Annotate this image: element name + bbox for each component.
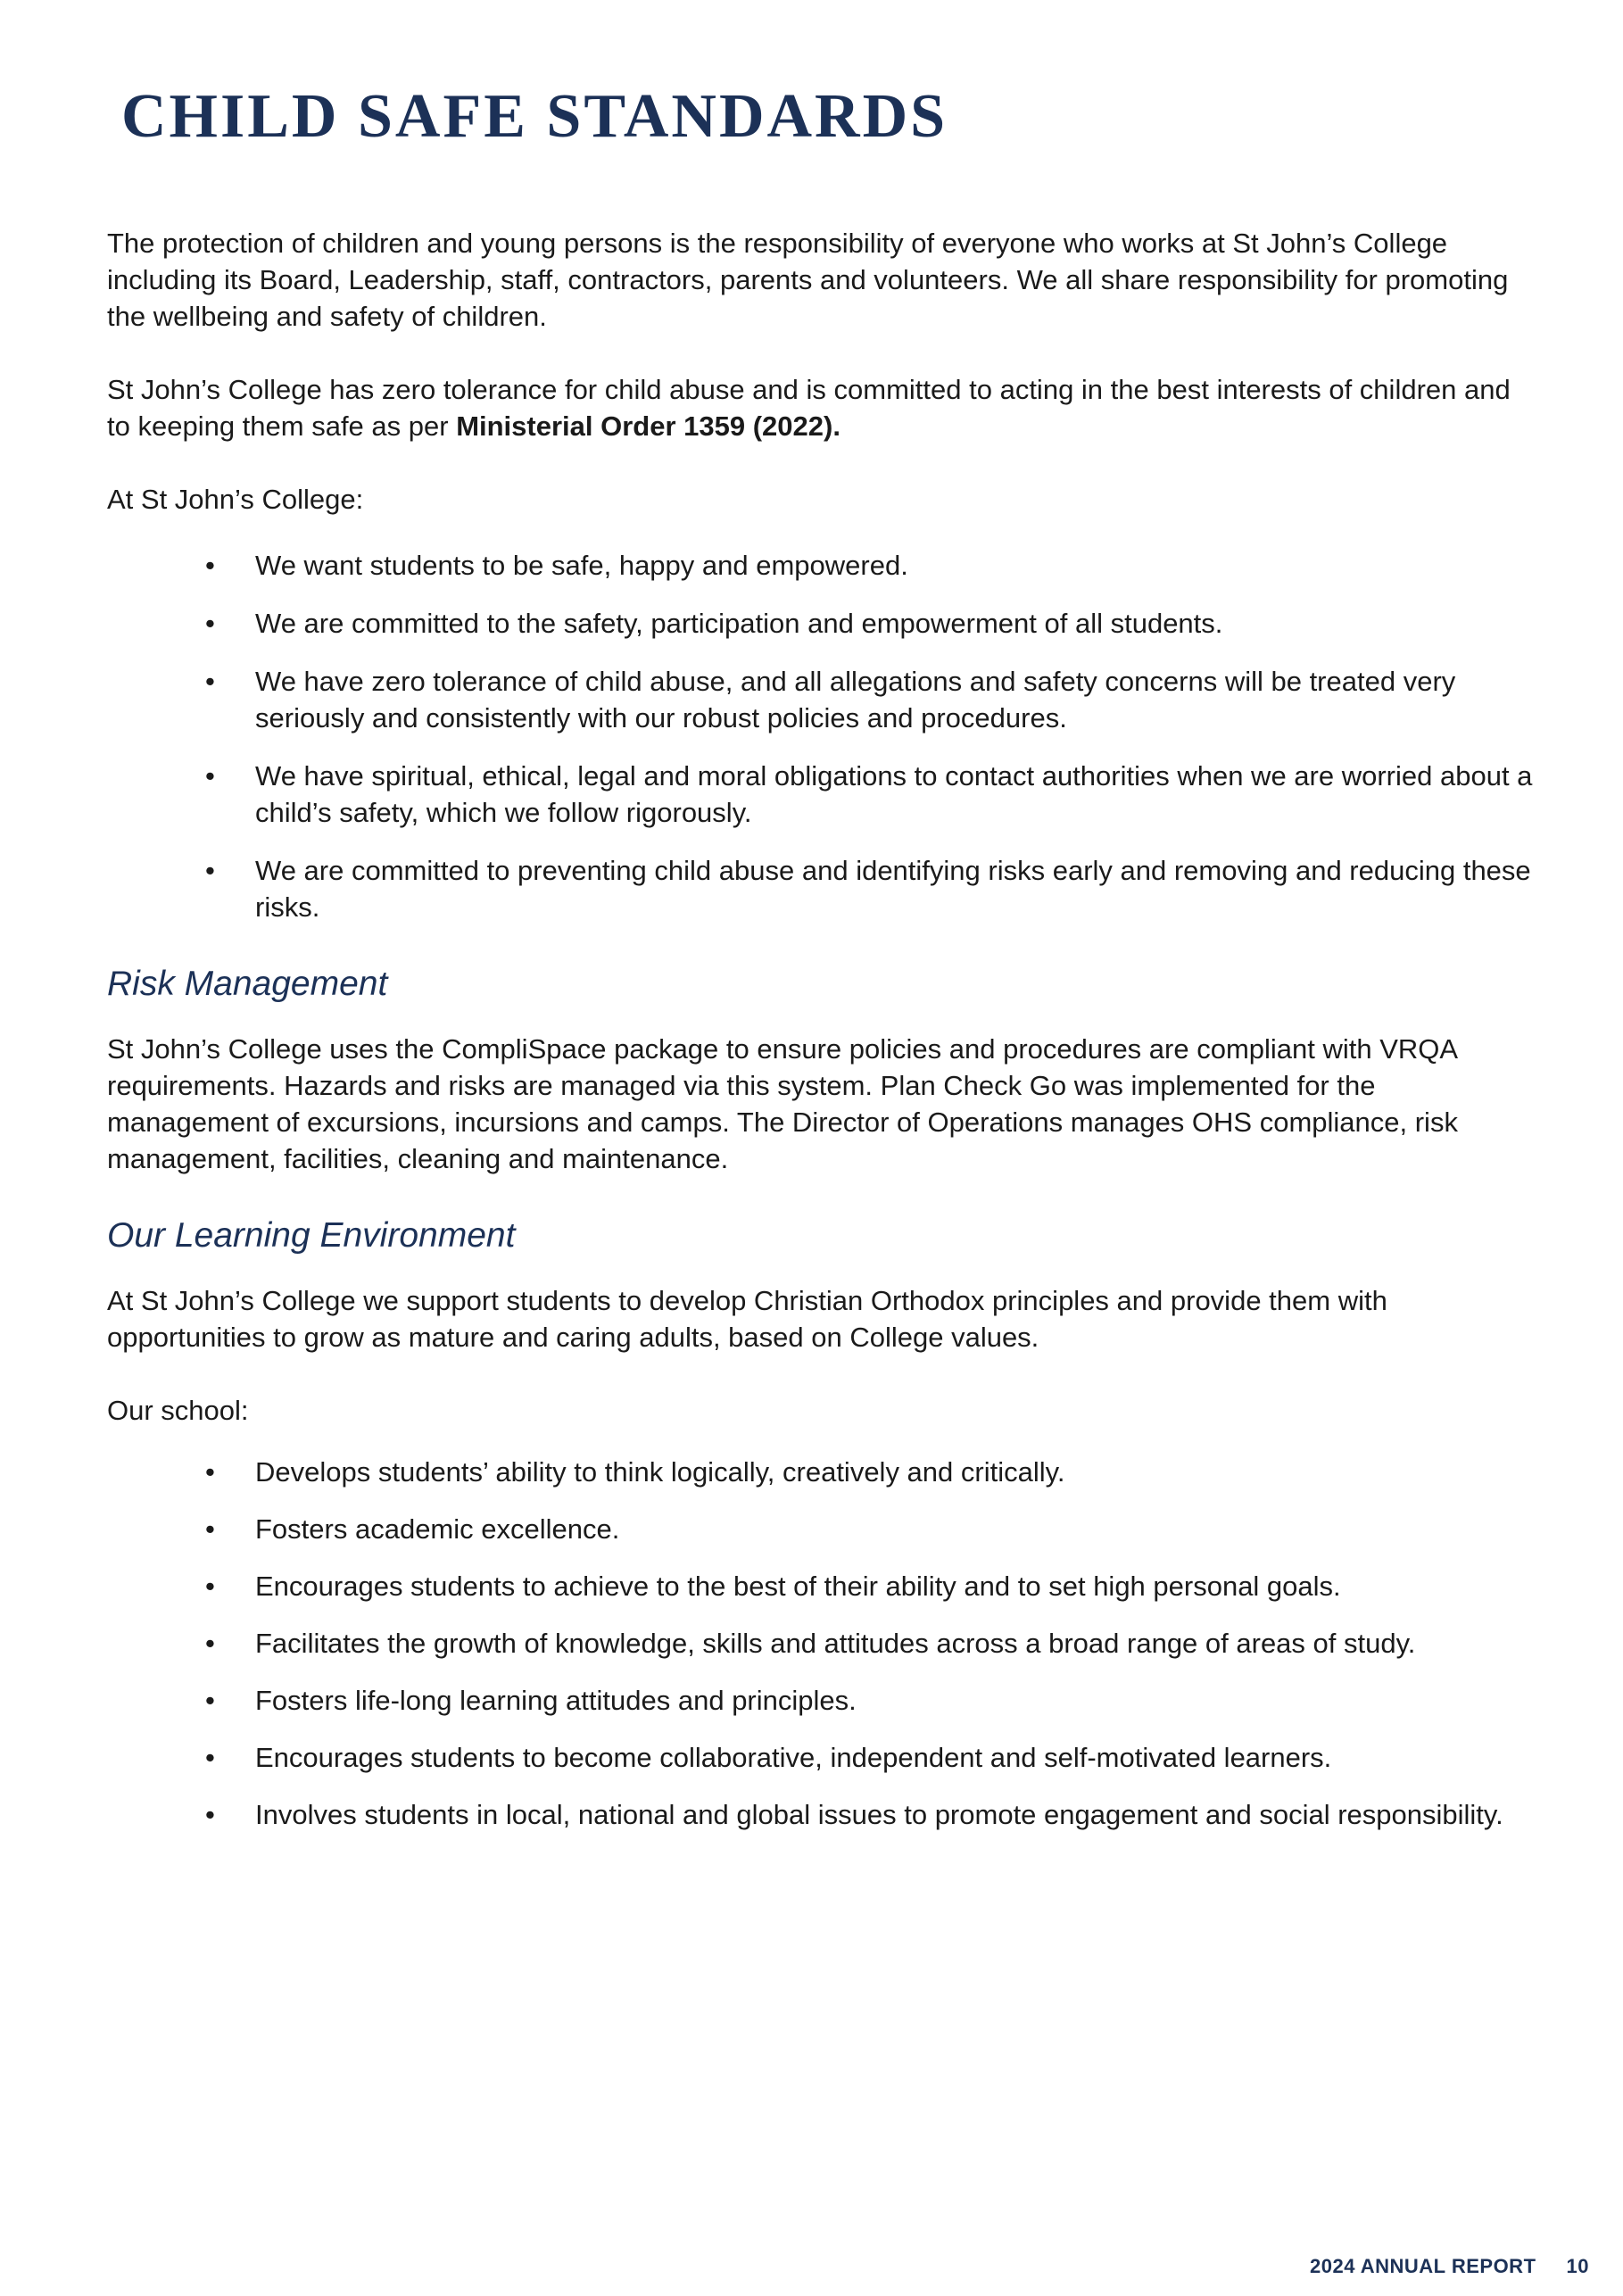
list-item: • Encourages students to become collaborative, independent and self-motivated learners. — [255, 1739, 1535, 1776]
list-item: • We have spiritual, ethical, legal and moral obligations to contact authorities when we are worried about a child’s safety, which we follow rigorously. — [255, 758, 1535, 831]
list-item: • Fosters academic excellence. — [255, 1511, 1535, 1547]
list-item: • We are committed to the safety, participation and empowerment of all students. — [255, 605, 1535, 642]
our-school-lead: Our school: — [107, 1395, 249, 1426]
page-number: 10 — [1566, 2255, 1589, 2277]
document-body — [107, 225, 1535, 1833]
bullet-icon: • — [205, 608, 215, 639]
intro-paragraph-2-text: St John’s College has zero tolerance for child abuse and is committed to acting in the best interests of children and to keeping them safe as per — [107, 374, 1511, 442]
intro-paragraph-3: At St John’s College: — [107, 484, 364, 515]
risk-management-heading: Risk Management — [107, 965, 388, 1003]
learning-environment-paragraph: At St John’s College we support students to develop Christian Orthodox principles and provide them with opportunities to grow as mature and caring adults, based on College values. — [107, 1285, 1387, 1353]
bullet-icon: • — [205, 1799, 215, 1830]
bullet-icon: • — [205, 1685, 215, 1716]
page-footer — [1310, 2255, 1589, 2278]
bullet-icon: • — [205, 1628, 215, 1659]
bullet-icon: • — [205, 1456, 215, 1488]
school-goals-list — [107, 1454, 1535, 1833]
list-item: • We are committed to preventing child abuse and identifying risks early and removing and reducing these risks. — [255, 852, 1535, 925]
bullet-icon: • — [205, 760, 215, 792]
list-item: • Facilitates the growth of knowledge, skills and attitudes across a broad range of areas of study. — [255, 1625, 1535, 1662]
commitments-list — [107, 547, 1535, 925]
bullet-icon: • — [205, 1513, 215, 1545]
intro-paragraph-2 — [107, 371, 1535, 444]
list-item: • Fosters life-long learning attitudes and principles. — [255, 1682, 1535, 1719]
bullet-icon: • — [205, 550, 215, 581]
bullet-icon: • — [205, 855, 215, 886]
report-label: 2024 ANNUAL REPORT — [1310, 2255, 1536, 2277]
intro-paragraph-1: The protection of children and young persons is the responsibility of everyone who works at St John’s College including its Board, Leadership, staff, contractors, parents and volunteers. We all share responsibility for promoting the wellbeing and safety of children. — [107, 228, 1509, 332]
bullet-icon: • — [205, 1742, 215, 1773]
risk-management-paragraph: St John’s College uses the CompliSpace package to ensure policies and procedures are compliant with VRQA requirements. Hazards and risks are managed via this system. Plan Check Go was implemented for the management of excursions, incursions and camps. The Director of Operations manages OHS compliance, risk management, facilities, cleaning and maintenance. — [107, 1033, 1458, 1174]
list-item: • Involves students in local, national and global issues to promote engagement and social responsibility. — [255, 1796, 1535, 1833]
bullet-icon: • — [205, 666, 215, 697]
page-title: CHILD SAFE STANDARDS — [121, 82, 948, 151]
learning-environment-heading: Our Learning Environment — [107, 1216, 516, 1255]
list-item: • We have zero tolerance of child abuse, and all allegations and safety concerns will be treated very seriously and consistently with our robust policies and procedures. — [255, 663, 1535, 736]
bullet-icon: • — [205, 1571, 215, 1602]
list-item: • Develops students’ ability to think logically, creatively and critically. — [255, 1454, 1535, 1490]
list-item: • Encourages students to achieve to the best of their ability and to set high personal goals. — [255, 1568, 1535, 1604]
list-item: • We want students to be safe, happy and empowered. — [255, 547, 1535, 584]
ministerial-order-reference: Ministerial Order 1359 (2022). — [456, 410, 840, 442]
